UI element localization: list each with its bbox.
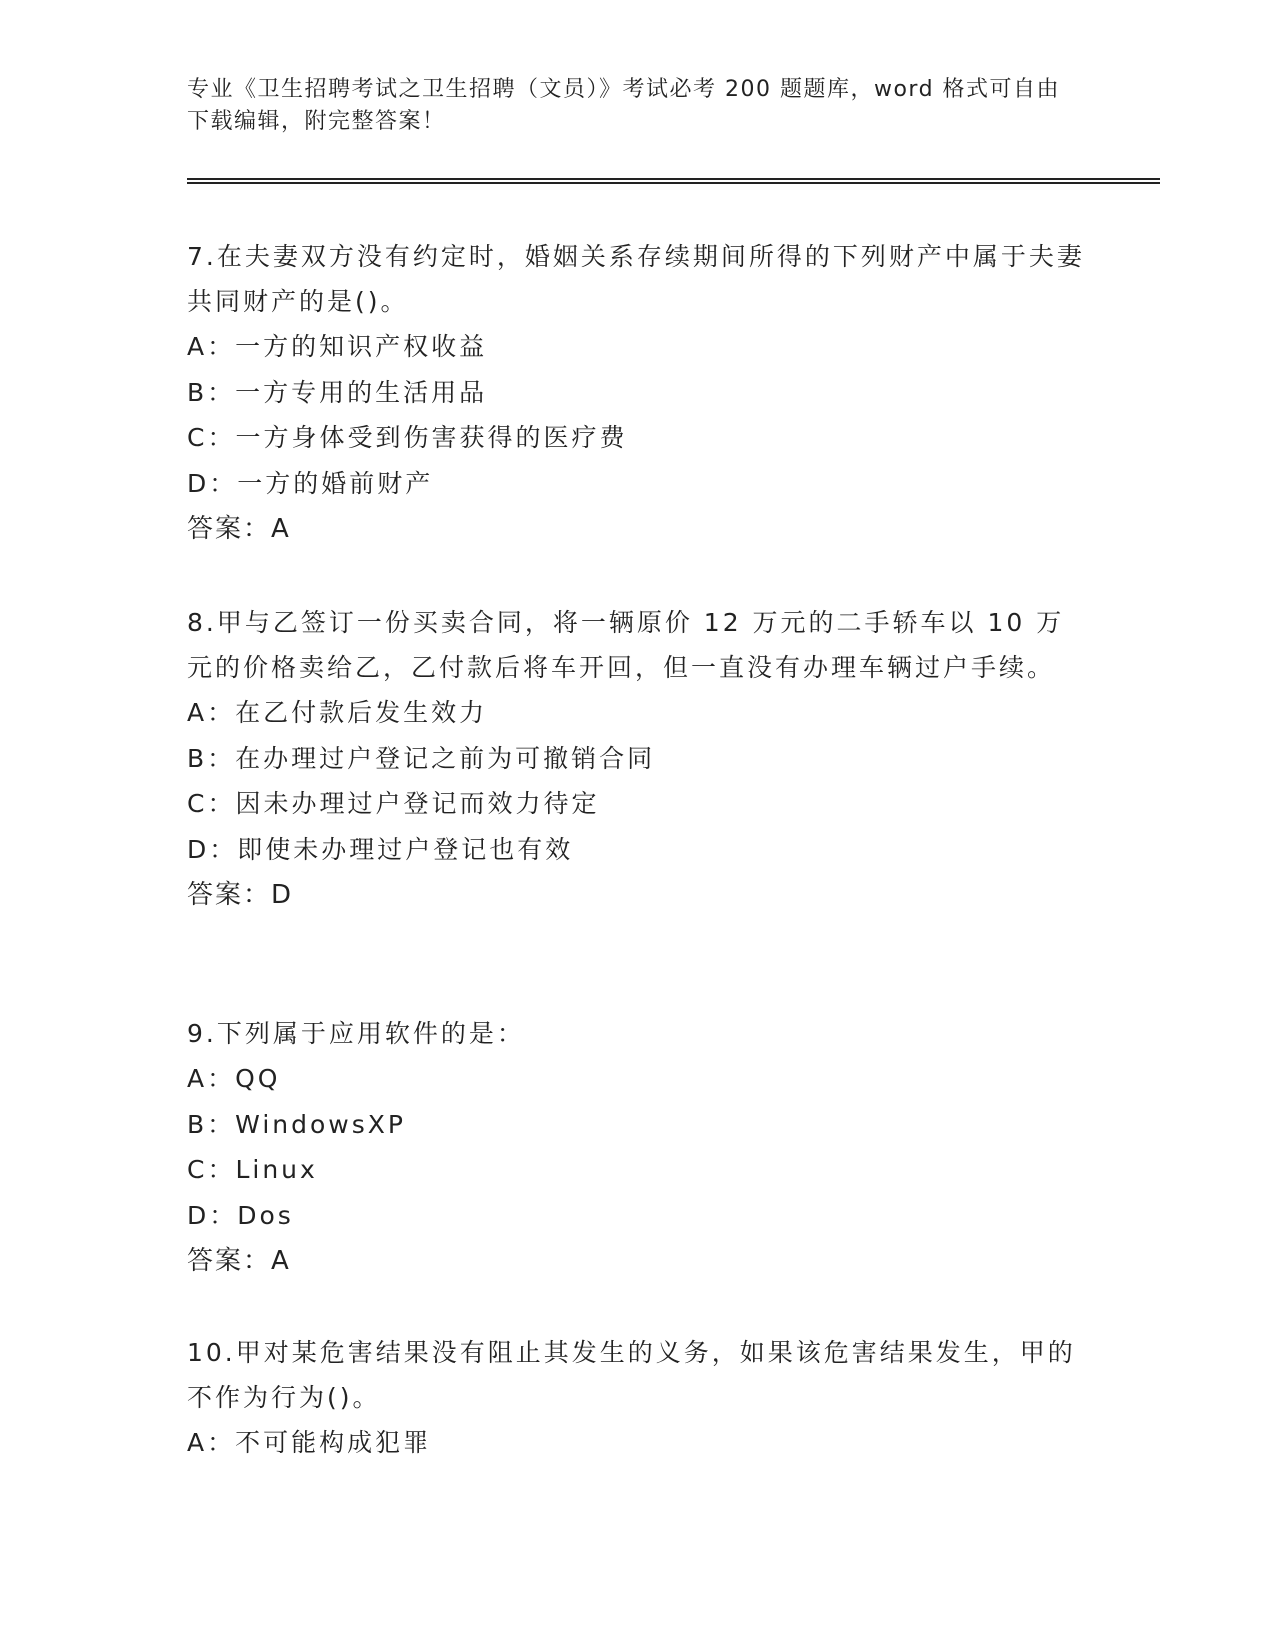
header-double-rule — [187, 178, 1160, 184]
answer-label: 答案：D — [187, 880, 294, 910]
option-c: C：因未办理过户登记而效力待定 — [187, 789, 600, 818]
option-d: D：一方的婚前财产 — [187, 468, 434, 498]
question-stem: 10.甲对某危害结果没有阻止其发生的义务，如果该危害结果发生，甲的不作为行为()。 — [187, 1338, 1076, 1412]
question-9 — [187, 1011, 1087, 1284]
question-stem: 8.甲与乙签订一份买卖合同，将一辆原价 12 万元的二手轿车以 10 万元的价格卖给乙，乙付款后将车开回，但一直没有办理车辆过户手续。 — [187, 608, 1065, 682]
question-7 — [187, 234, 1087, 552]
question-stem: 9.下列属于应用软件的是： — [187, 1019, 525, 1048]
answer-label: 答案：A — [187, 514, 291, 544]
option-a: A：QQ — [187, 1064, 281, 1093]
option-d: D：即使未办理过户登记也有效 — [187, 834, 574, 864]
option-c: C：一方身体受到伤害获得的医疗费 — [187, 423, 628, 452]
question-stem: 7.在夫妻双方没有约定时，婚姻关系存续期间所得的下列财产中属于夫妻共同财产的是()。 — [187, 242, 1085, 316]
question-8 — [187, 600, 1087, 918]
option-a: A：一方的知识产权收益 — [187, 332, 488, 361]
option-a: A：在乙付款后发生效力 — [187, 698, 488, 727]
option-a: A：不可能构成犯罪 — [187, 1428, 432, 1457]
option-d: D：Dos — [187, 1200, 294, 1230]
option-b: B：一方专用的生活用品 — [187, 377, 488, 407]
question-10 — [187, 1330, 1087, 1466]
option-b: B：在办理过户登记之前为可撤销合同 — [187, 743, 656, 773]
option-c: C：Linux — [187, 1155, 318, 1184]
option-b: B：WindowsXP — [187, 1109, 406, 1139]
answer-label: 答案：A — [187, 1246, 291, 1276]
document-header-intro: 专业《卫生招聘考试之卫生招聘（文员）》考试必考 200 题题库，word 格式可自由下载编辑，附完整答案！ — [187, 77, 1061, 134]
